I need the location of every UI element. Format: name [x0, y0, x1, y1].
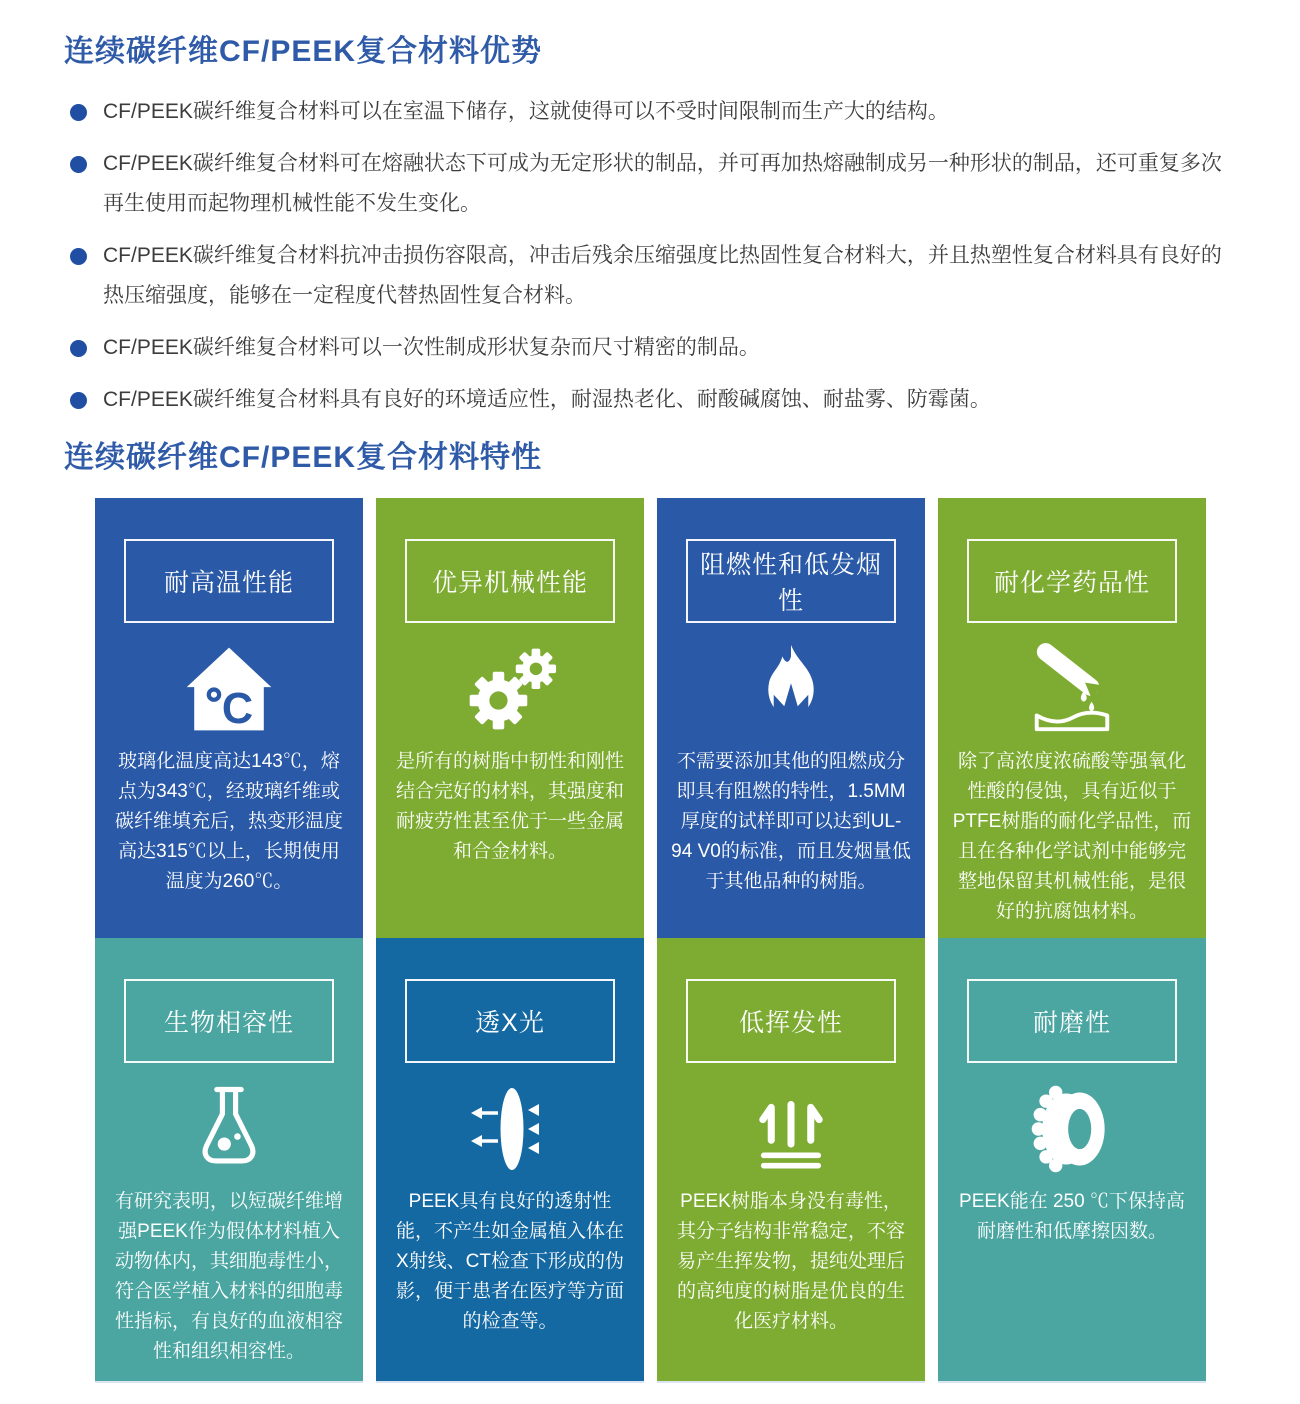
card-title-box — [405, 539, 615, 623]
card-body: 有研究表明，以短碳纤维增强PEEK作为假体材料植入动物体内，其细胞毒性小，符合医学植入材料的细胞毒性指标，有良好的血液相容性和组织相容性。 — [114, 1191, 343, 1362]
feature-cards-grid — [95, 498, 1300, 1381]
card-body: 玻璃化温度高达143℃，熔点为343℃，经玻璃纤维或碳纤维填充后，热变形温度高达315℃以上，长期使用温度为260℃。 — [114, 751, 343, 892]
lab-flask-icon — [182, 1079, 276, 1179]
feature-card-flame-retardant — [657, 498, 925, 938]
card-body: 是所有的树脂中韧性和刚性结合完好的材料，其强度和耐疲劳性甚至优于一些金属和合金材料。 — [395, 751, 624, 862]
advantage-text: CF/PEEK碳纤维复合材料抗冲击损伤容限高，冲击后残余压缩强度比热固性复合材料大，并且热塑性复合材料具有良好的热压缩强度，能够在一定程度代替热固性复合材料。 — [103, 244, 1222, 307]
flame-icon — [743, 639, 839, 739]
xray-lens-icon — [460, 1079, 560, 1179]
rising-vapor-arrows-icon — [744, 1079, 838, 1179]
card-title-box — [124, 539, 334, 623]
bullet-dot-icon — [70, 248, 87, 265]
feature-card-biocompatibility — [95, 938, 363, 1381]
advantage-item — [70, 328, 1240, 368]
card-title: 低挥发性 — [738, 1009, 843, 1037]
bullet-dot-icon — [70, 156, 87, 173]
card-title-box — [967, 539, 1177, 623]
features-section — [0, 432, 1300, 1381]
card-title-box — [405, 979, 615, 1063]
card-body: PEEK能在 250 ℃下保持高耐磨性和低摩擦因数。 — [959, 1191, 1185, 1242]
features-title: 连续碳纤维CF/PEEK复合材料特性 — [64, 441, 543, 474]
pouring-test-tube-icon — [1023, 639, 1121, 739]
card-title: 耐高温性能 — [163, 569, 294, 597]
advantage-text: CF/PEEK碳纤维复合材料可以在室温下储存，这就使得可以不受时间限制而生产大的结构。 — [103, 100, 949, 123]
card-body: PEEK树脂本身没有毒性，其分子结构非常稳定，不容易产生挥发物，提纯处理后的高纯度的树脂是优良的生化医疗材料。 — [676, 1191, 905, 1332]
card-title: 阻燃性和低发烟性 — [699, 551, 882, 615]
feature-card-chemical-resistance — [938, 498, 1206, 938]
card-body: 除了高浓度浓硫酸等强氧化性酸的侵蚀，具有近似于PTFE树脂的耐化学品性，而且在各种化学试剂中能够完整地保留其机械性能，是很好的抗腐蚀材料。 — [952, 751, 1192, 922]
card-title-box — [686, 539, 896, 623]
advantages-title: 连续碳纤维CF/PEEK复合材料优势 — [64, 35, 543, 68]
card-title: 生物相容性 — [163, 1009, 294, 1037]
advantage-item — [70, 92, 1240, 132]
advantages-section — [0, 0, 1300, 420]
advantage-item — [70, 144, 1240, 224]
feature-card-wear-resistance — [938, 938, 1206, 1381]
bullet-dot-icon — [70, 340, 87, 357]
advantage-text: CF/PEEK碳纤维复合材料可以一次性制成形状复杂而尺寸精密的制品。 — [103, 336, 760, 359]
card-title-box — [124, 979, 334, 1063]
bullet-dot-icon — [70, 104, 87, 121]
svg-text:C: C — [221, 684, 254, 733]
feature-card-xray-transparency — [376, 938, 644, 1381]
tire-icon — [1024, 1079, 1120, 1179]
feature-card-low-volatility — [657, 938, 925, 1381]
card-body: PEEK具有良好的透射性能，不产生如金属植入体在X射线、CT检查下形成的伪影，便于患者在医疗等方面的检查等。 — [395, 1191, 624, 1332]
card-body: 不需要添加其他的阻燃成分即具有阻燃的特性，1.5MM厚度的试样即可以达到UL-94 V0的标准，而且发烟量低于其他品种的树脂。 — [671, 751, 911, 892]
house-celsius-icon — [182, 639, 276, 739]
feature-card-mechanical — [376, 498, 644, 938]
card-title-box — [967, 979, 1177, 1063]
advantage-text: CF/PEEK碳纤维复合材料可在熔融状态下可成为无定形状的制品，并可再加热熔融制成另一种形状的制品，还可重复多次再生使用而起物理机械性能不发生变化。 — [103, 152, 1222, 215]
advantage-text: CF/PEEK碳纤维复合材料具有良好的环境适应性，耐湿热老化、耐酸碱腐蚀、耐盐雾、防霉菌。 — [103, 388, 991, 411]
bullet-dot-icon — [70, 392, 87, 409]
feature-card-heat-resistance — [95, 498, 363, 938]
card-title: 耐磨性 — [1032, 1009, 1111, 1037]
card-title: 耐化学药品性 — [993, 569, 1150, 597]
card-title-box — [686, 979, 896, 1063]
advantage-item — [70, 380, 1240, 420]
card-title: 透X光 — [475, 1009, 545, 1037]
advantages-list — [70, 92, 1240, 420]
gears-icon — [462, 639, 558, 739]
advantage-item — [70, 236, 1240, 316]
card-title: 优异机械性能 — [431, 569, 588, 597]
